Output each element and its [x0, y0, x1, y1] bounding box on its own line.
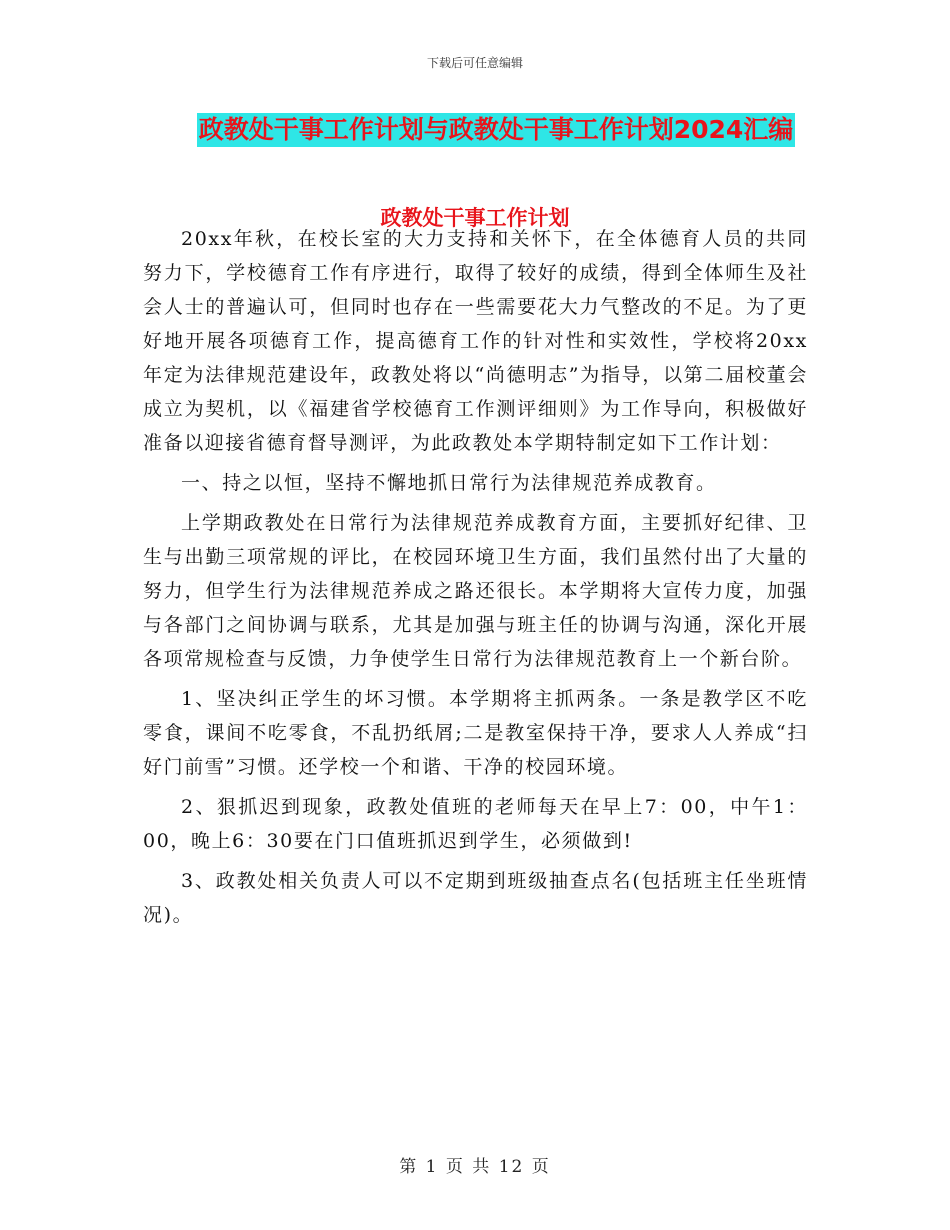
document-title-container	[0, 113, 950, 147]
section-title: 政教处干事工作计划	[380, 206, 570, 230]
page-footer: 第 1 页 共 12 页	[399, 1157, 551, 1177]
paragraph: 2、狠抓迟到现象，政教处值班的老师每天在早上7：00，中午1：00，晚上6：30要在门口值班抓迟到学生，必须做到!	[143, 796, 808, 852]
paragraph: 上学期政教处在日常行为法律规范养成教育方面，主要抓好纪律、卫生与出勤三项常规的评比，在校园环境卫生方面，我们虽然付出了大量的努力，但学生行为法律规范养成之路还很长。本学期将大宣传力度，加强与各部门之间协调与联系，尤其是加强与班主任的协调与沟通，深化开展各项常规检查与反馈，力争使学生日常行为法律规范教育上一个新台阶。	[143, 512, 808, 670]
paragraph: 1、坚决纠正学生的坏习惯。本学期将主抓两条。一条是教学区不吃零食，课间不吃零食，不乱扔纸屑;二是教室保持干净，要求人人养成“扫好门前雪”习惯。还学校一个和谐、干净的校园环境。	[143, 688, 808, 778]
paragraph: 20xx年秋，在校长室的大力支持和关怀下，在全体德育人员的共同努力下，学校德育工作有序进行，取得了较好的成绩，得到全体师生及社会人士的普遍认可，但同时也存在一些需要花大力气整改的不足。为了更好地开展各项德育工作，提高德育工作的针对性和实效性，学校将20xx年定为法律规范建设年，政教处将以“尚德明志”为指导，以第二届校董会成立为契机，以《福建省学校德育工作测评细则》为工作导向，积极做好准备以迎接省德育督导测评，为此政教处本学期特制定如下工作计划：	[143, 228, 808, 454]
document-title: 政教处干事工作计划与政教处干事工作计划2024汇编	[197, 113, 796, 147]
paragraph: 一、持之以恒，坚持不懈地抓日常行为法律规范养成教育。	[181, 472, 717, 494]
document-body	[143, 222, 808, 938]
paragraph: 3、政教处相关负责人可以不定期到班级抽查点名(包括班主任坐班情况)。	[143, 870, 808, 926]
page-header: 下载后可任意编辑	[426, 56, 523, 70]
